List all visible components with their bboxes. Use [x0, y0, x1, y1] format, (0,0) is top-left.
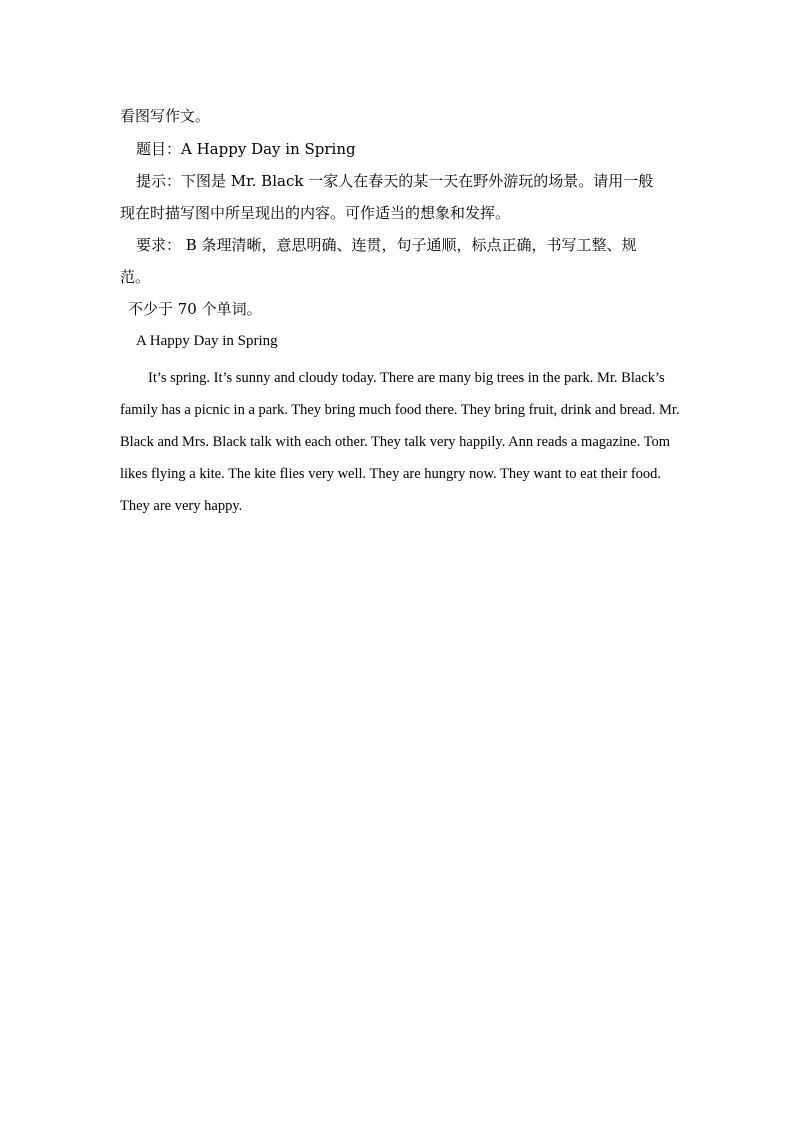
- essay-title: A Happy Day in Spring: [136, 333, 278, 349]
- hint-line-1: 提示：下图是 Mr. Black 一家人在春天的某一天在野外游玩的场景。请用一般: [136, 172, 654, 190]
- requirement-line-2: 范。: [120, 268, 151, 286]
- essay-paragraph: It’s spring. It’s sunny and cloudy today. There are many big trees in the park. Mr. Black’s family has a picnic in a park. They bring much food there. They bring fruit, drink and bread. Mr. Black and Mrs. Black talk with each other. They talk very happily. Ann reads a magazine. Tom likes flying a kite. The kite flies very well. They are hungry now. They want to eat their food. They are very happy.: [120, 370, 680, 514]
- instruction-text: 看图写作文。: [120, 107, 211, 125]
- requirement-line-1: 要求： B 条理清晰，意思明确、连贯，句子通顺，标点正确，书写工整、规: [136, 236, 637, 254]
- word-count-requirement: 不少于 70 个单词。: [128, 300, 262, 318]
- topic-line: 题目：A Happy Day in Spring: [136, 140, 356, 158]
- hint-line-2: 现在时描写图中所呈现出的内容。可作适当的想象和发挥。: [120, 204, 511, 222]
- essay-body: [120, 362, 680, 522]
